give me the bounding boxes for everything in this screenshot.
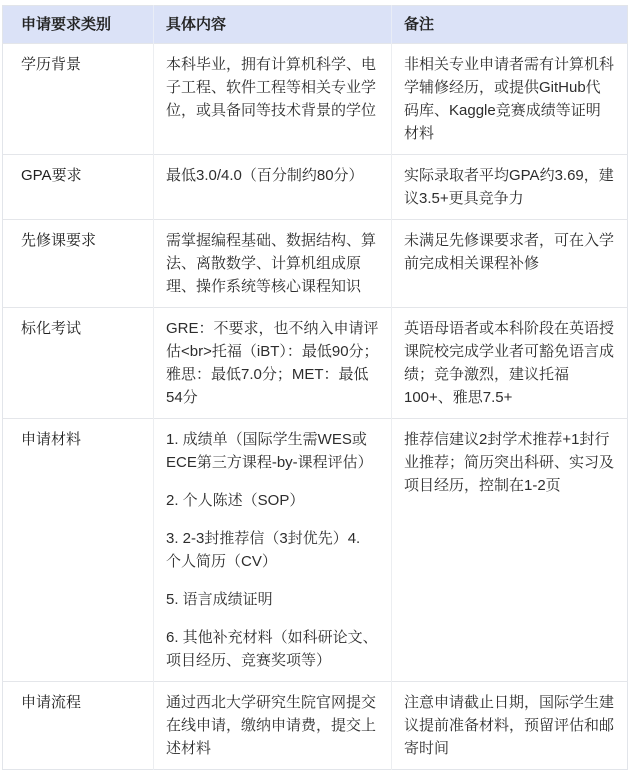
row-category: GPA要求 (3, 155, 154, 220)
column-header-notes: 备注 (392, 6, 628, 44)
row-content (154, 220, 392, 308)
row-notes: 注意申请截止日期，国际学生建议提前准备材料，预留评估和邮寄时间 (392, 682, 628, 770)
row-notes: 非相关专业申请者需有计算机科学辅修经历，或提供GitHub代码库、Kaggle竞赛成绩等证明材料 (392, 44, 628, 155)
row-content (154, 44, 392, 155)
row-notes: 英语母语者或本科阶段在英语授课院校完成学业者可豁免语言成绩；竞争激烈，建议托福100+、雅思7.5+ (392, 308, 628, 419)
row-category: 先修课要求 (3, 220, 154, 308)
content-paragraph: 3. 2-3封推荐信（3封优先）4. 个人简历（CV） (166, 530, 361, 570)
table-row-gpa (3, 155, 628, 220)
content-paragraph: 1. 成绩单（国际学生需WES或ECE第三方课程-by-课程评估） (166, 431, 373, 471)
row-content (154, 419, 392, 682)
content-paragraph: 2. 个人陈述（SOP） (166, 492, 305, 509)
column-header-content: 具体内容 (154, 6, 392, 44)
table-row-prerequisites (3, 220, 628, 308)
content-paragraph: 最低3.0/4.0（百分制约80分） (166, 167, 364, 184)
column-header-category: 申请要求类别 (3, 6, 154, 44)
row-content (154, 308, 392, 419)
content-paragraph: 本科毕业，拥有计算机科学、电子工程、软件工程等相关专业学位，或具备同等技术背景的学位 (166, 56, 377, 119)
row-notes: 实际录取者平均GPA约3.69，建议3.5+更具竞争力 (392, 155, 628, 220)
row-content (154, 682, 392, 770)
content-paragraph: 6. 其他补充材料（如科研论文、项目经历、竞赛奖项等） (166, 629, 378, 669)
row-category: 标化考试 (3, 308, 154, 419)
row-notes: 推荐信建议2封学术推荐+1封行业推荐；简历突出科研、实习及项目经历，控制在1-2页 (392, 419, 628, 682)
content-paragraph: 需掌握编程基础、数据结构、算法、离散数学、计算机组成原理、操作系统等核心课程知识 (166, 232, 377, 295)
content-paragraph: GRE：不要求，也不纳入申请评估<br>托福（iBT）：最低90分；雅思：最低7.0分；MET：最低54分 (166, 320, 379, 406)
table-row-education (3, 44, 628, 155)
row-category: 申请材料 (3, 419, 154, 682)
requirements-table (2, 5, 628, 770)
content-paragraph: 5. 语言成绩证明 (166, 591, 273, 608)
header-row (3, 6, 628, 44)
row-notes: 未满足先修课要求者，可在入学前完成相关课程补修 (392, 220, 628, 308)
row-content (154, 155, 392, 220)
table-row-standardized-tests (3, 308, 628, 419)
table-row-application-materials (3, 419, 628, 682)
table-row-application-process (3, 682, 628, 770)
row-category: 学历背景 (3, 44, 154, 155)
row-category: 申请流程 (3, 682, 154, 770)
content-paragraph: 通过西北大学研究生院官网提交在线申请，缴纳申请费，提交上述材料 (166, 694, 377, 757)
